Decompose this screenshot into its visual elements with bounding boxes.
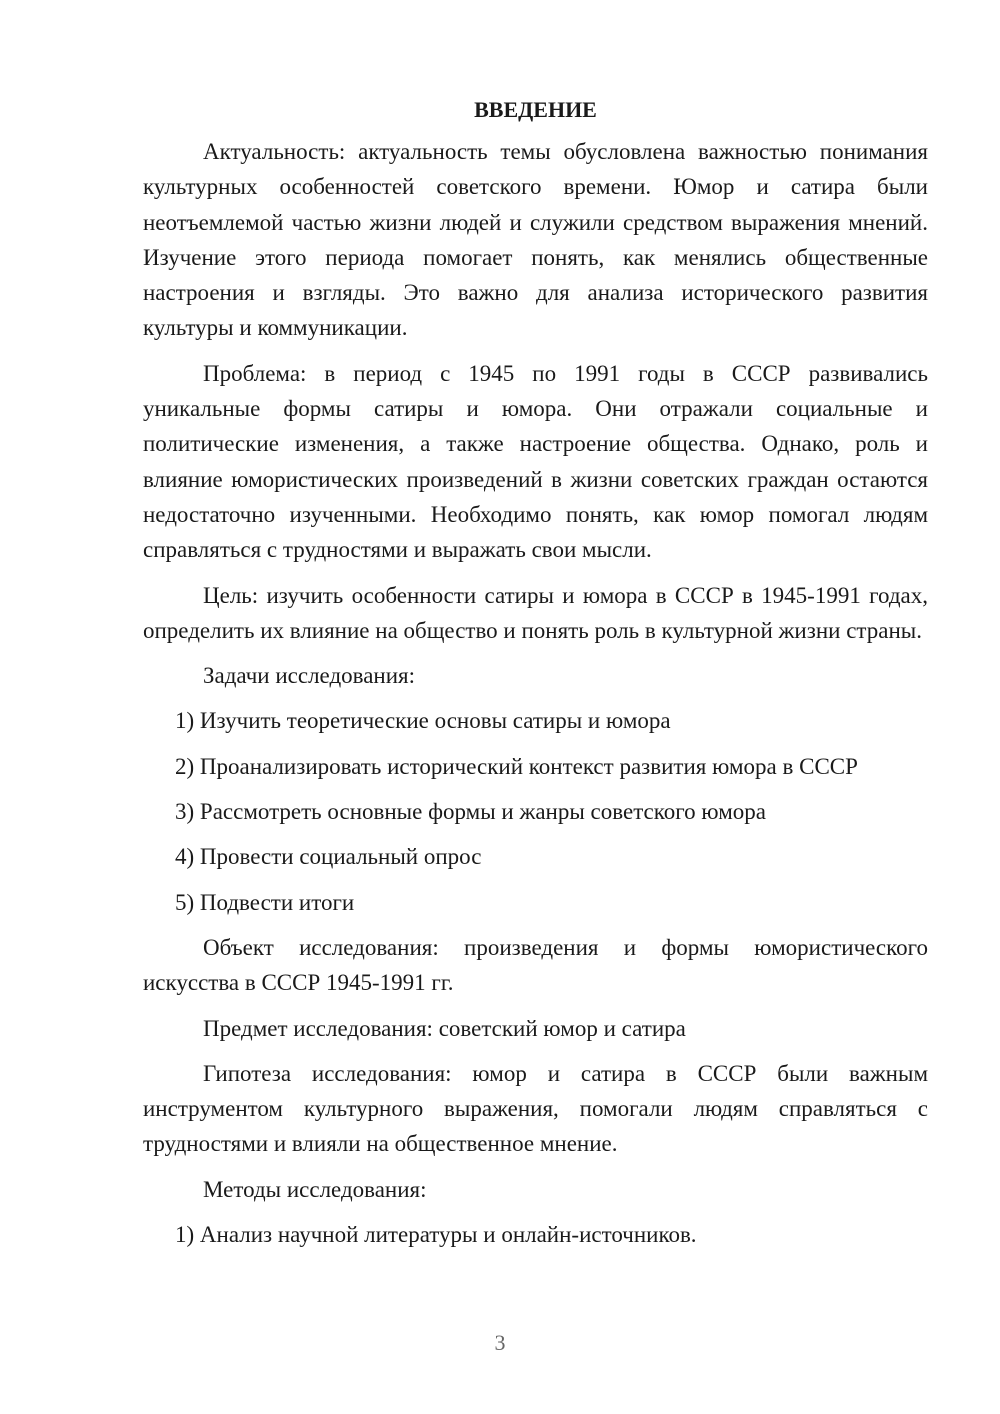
task-item-5: 5) Подвести итоги: [175, 889, 355, 915]
object-paragraph: Объект исследования: произведения и формы юмористического искусства в СССР 1945-1991 гг.: [143, 934, 928, 996]
task-item-2: 2) Проанализировать исторический контекст развития юмора в СССР: [175, 753, 858, 779]
goal-paragraph: Цель: изучить особенности сатиры и юмора в СССР в 1945-1991 годах, определить их влияние на общество и понять роль в культурной жизни страны.: [143, 582, 928, 643]
page-number: 3: [494, 1330, 506, 1355]
task-item-3: 3) Рассмотреть основные формы и жанры советского юмора: [175, 799, 767, 825]
tasks-heading: Задачи исследования:: [203, 663, 416, 689]
relevance-paragraph: Актуальность: актуальность темы обусловлена важностью понимания культурных особенностей советского времени. Юмор и сатира были неотъемлемой частью жизни людей и служили средством выражения мнений. Изучение этого периода помогает понять, как менялись общественные настроения и взгляды. Это важно для анализа исторического развития культуры и коммуникации.: [143, 139, 928, 341]
task-item-1: 1) Изучить теоретические основы сатиры и юмора: [175, 708, 671, 734]
methods-heading: Методы исследования:: [203, 1176, 427, 1202]
problem-paragraph: Проблема: в период с 1945 по 1991 годы в СССР развивались уникальные формы сатиры и юмора. Они отражали социальные и политические изменения, а также настроение общества. Однако, роль и влияние юмористических произведений в жизни советских граждан остаются недостаточно изученными. Необходимо понять, как юмор помогал людям справляться с трудностями и выражать свои мысли.: [143, 360, 928, 563]
document-page: [143, 92, 928, 1262]
section-heading: ВВЕДЕНИЕ: [474, 97, 597, 122]
method-item-1: 1) Анализ научной литературы и онлайн-источников.: [175, 1222, 697, 1248]
task-item-4: 4) Провести социальный опрос: [175, 844, 482, 870]
hypothesis-paragraph: Гипотеза исследования: юмор и сатира в СССР были важным инструментом культурного выражения, помогали людям справляться с трудностями и влияли на общественное мнение.: [143, 1060, 928, 1157]
subject-paragraph: Предмет исследования: советский юмор и сатира: [203, 1015, 686, 1041]
